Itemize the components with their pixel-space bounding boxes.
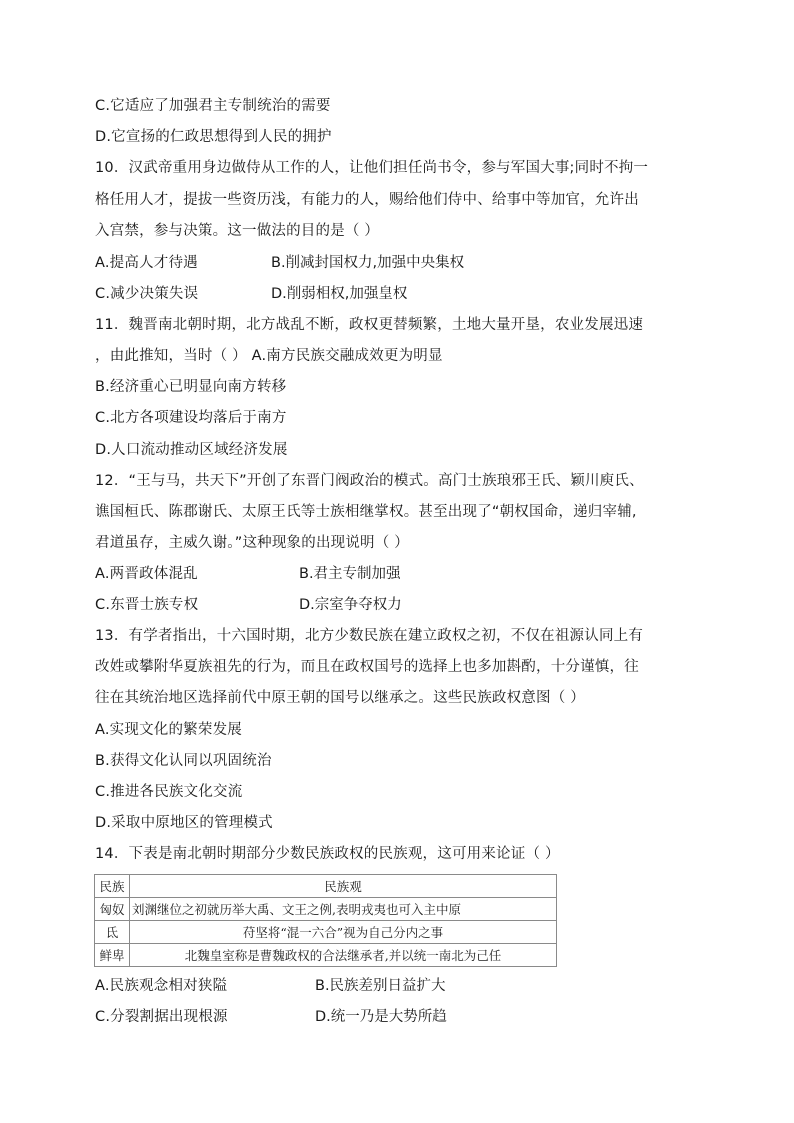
table-cell-view: 苻坚将“混一六合”视为自己分内之事 bbox=[130, 921, 557, 944]
table-header-cell: 民族 bbox=[95, 875, 130, 898]
q12-option-c: C.东晋士族专权 bbox=[95, 597, 199, 613]
q14-stem-line1: 14．下表是南北朝时期部分少数民族政权的民族观，这可用来论证（ ） bbox=[95, 846, 560, 862]
q13-stem-line3: 往在其统治地区选择前代中原王朝的国号以继承之。这些民族政权意图（ ） bbox=[95, 690, 585, 706]
q14-option-b: B.民族差别日益扩大 bbox=[315, 978, 446, 994]
q14-option-a: A.民族观念相对狭隘 bbox=[95, 978, 228, 994]
q10-stem-line2: 格任用人才，提拔一些资历浅，有能力的人，赐给他们侍中、给事中等加官，允许出 bbox=[95, 192, 639, 208]
table-row bbox=[95, 898, 557, 921]
q9-option-d: D.它宣扬的仁政思想得到人民的拥护 bbox=[95, 129, 332, 145]
table-cell-view: 刘渊继位之初就历举大禹、文王之例,表明戎夷也可入主中原 bbox=[130, 898, 557, 921]
q12-option-d: D.宗室争夺权力 bbox=[299, 597, 402, 613]
q12-stem-line2: 谯国桓氏、陈郡谢氏、太原王氏等士族相继掌权。甚至出现了“朝权国命，递归宰辅, bbox=[95, 504, 637, 520]
q13-option-d: D.采取中原地区的管理模式 bbox=[95, 815, 273, 831]
table-row bbox=[95, 921, 557, 944]
q10-option-b: B.削减封国权力,加强中央集权 bbox=[271, 255, 465, 271]
q12-option-a: A.两晋政体混乱 bbox=[95, 566, 198, 582]
q14-option-c: C.分裂割据出现根源 bbox=[95, 1009, 228, 1025]
table-cell-ethnic: 匈奴 bbox=[95, 898, 130, 921]
q13-option-c: C.推进各民族文化交流 bbox=[95, 784, 243, 800]
q12-stem-line1: 12．“王与马，共天下”开创了东晋门阀政治的模式。高门士族琅邪王氏、颖川庾氏、 bbox=[95, 473, 644, 489]
q13-stem-line1: 13．有学者指出，十六国时期，北方少数民族在建立政权之初，不仅在祖源认同上有 bbox=[95, 628, 644, 644]
table-header-cell: 民族观 bbox=[130, 875, 557, 898]
q10-stem-line3: 入宫禁，参与决策。这一做法的目的是（ ） bbox=[95, 223, 380, 239]
q14-option-d: D.统一乃是大势所趋 bbox=[315, 1009, 447, 1025]
table-cell-ethnic: 氐 bbox=[95, 921, 130, 944]
q11-option-d: D.人口流动推动区域经济发展 bbox=[95, 442, 288, 458]
q10-option-d: D.削弱相权,加强皇权 bbox=[271, 286, 408, 302]
q11-stem-line1: 11．魏晋南北朝时期，北方战乱不断，政权更替频繁，土地大量开垦，农业发展迅速 bbox=[95, 317, 644, 333]
q13-stem-line2: 改姓或攀附华夏族祖先的行为，而且在政权国号的选择上也多加斟酌，十分谨慎，往 bbox=[95, 659, 639, 675]
q12-stem-line3: 君道虽存，主威久谢。”这种现象的出现说明（ ） bbox=[95, 535, 409, 551]
q9-option-c: C.它适应了加强君主专制统治的需要 bbox=[95, 98, 331, 114]
q13-option-a: A.实现文化的繁荣发展 bbox=[95, 722, 242, 738]
q11-option-b: B.经济重心已明显向南方转移 bbox=[95, 379, 287, 395]
table-header-row bbox=[95, 875, 557, 898]
q10-option-c: C.减少决策失误 bbox=[95, 286, 199, 302]
q13-option-b: B.获得文化认同以巩固统治 bbox=[95, 753, 272, 769]
q10-option-a: A.提高人才待遇 bbox=[95, 255, 198, 271]
table-row bbox=[95, 944, 557, 967]
q11-stem-line2: ，由此推知，当时（ ） A.南方民族交融成效更为明显 bbox=[95, 348, 443, 364]
q10-stem-line1: 10．汉武帝重用身边做侍从工作的人，让他们担任尚书令，参与军国大事;同时不拘一 bbox=[95, 160, 649, 176]
ethnic-views-table bbox=[94, 874, 557, 967]
table-cell-view: 北魏皇室称是曹魏政权的合法继承者,并以统一南北为己任 bbox=[130, 944, 557, 967]
q12-option-b: B.君主专制加强 bbox=[299, 566, 401, 582]
q11-option-c: C.北方各项建设均落后于南方 bbox=[95, 410, 287, 426]
table-cell-ethnic: 鲜卑 bbox=[95, 944, 130, 967]
